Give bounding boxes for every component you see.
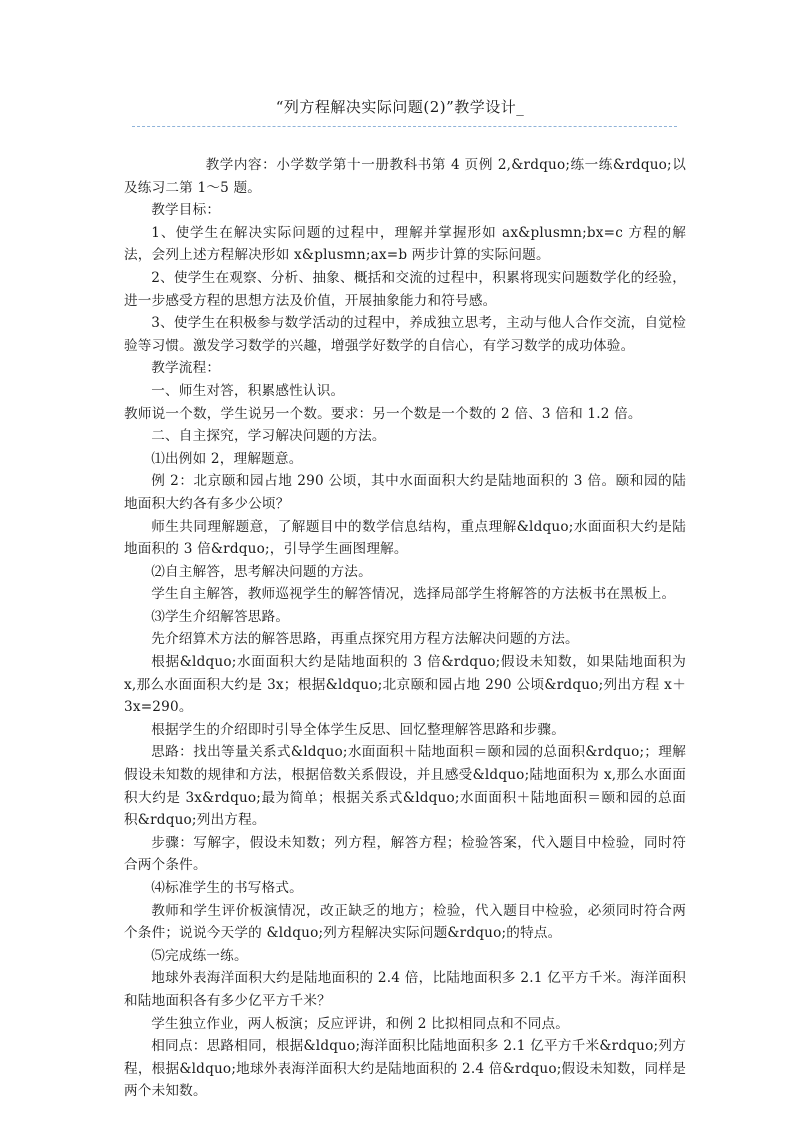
paragraph-objective-1: 1、使学生在解决实际问题的过程中，理解并掌握形如 ax&plusmn;bx=c 方程的解法，会列上述方程解决形如 x&plusmn;ax=b 两步计算的实际问题。	[124, 224, 686, 264]
paragraph-example-2: 例 2：北京颐和园占地 290 公顷，其中水面面积大约是陆地面积的 3 倍。颐和园的陆地面积大约各有多少公顷？	[124, 473, 686, 512]
paragraph-step-5: ⑸完成练一练。	[151, 947, 248, 964]
document-body	[124, 154, 686, 1103]
paragraph-text: 先介绍算术方法的解答思路，再重点探究用方程方法解决问题的方法。	[151, 631, 579, 648]
paragraph-text: 根据&ldquo;水面面积大约是陆地面积的 3 倍&rdquo;假设未知数，如果陆地面积为 x,那么水面面积大约是 3x；根据&ldquo;北京颐和园占地 290 公顷&rdquo;列出方程 x＋3x=290。	[124, 654, 686, 716]
paragraph-section-1: 一、师生对答，积累感性认识。	[151, 382, 345, 399]
paragraph-process-heading: 教学流程：	[151, 360, 221, 377]
paragraph-objective-2: 2、使学生在观察、分析、抽象、概括和交流的过程中，积累将现实问题数学化的经验，进一步感受方程的思想方法及价值，开展抽象能力和符号感。	[124, 269, 686, 309]
paragraph-similarities: 相同点：思路相同，根据&ldquo;海洋面积比陆地面积多 2.1 亿平方千米&rdquo;列方程，根据&ldquo;地球外表海洋面积大约是陆地面积的 2.4 倍&rdquo;假设未知数，同样是两个未知数。	[124, 1038, 686, 1100]
paragraph-text: 教师说一个数，学生说另一个数。要求：另一个数是一个数的 2 倍、3 倍和 1.2 倍。	[124, 405, 642, 422]
paragraph-step-3: ⑶学生介绍解答思路。	[151, 608, 290, 625]
title-divider	[132, 126, 677, 127]
paragraph-text: 根据学生的介绍即时引导全体学生反思、回忆整理解答思路和步骤。	[151, 721, 565, 738]
paragraph-text: 教师和学生评价板演情况，改正缺乏的地方；检验，代入题目中检验，必须同时符合两个条件；说说今天学的 &ldquo;列方程解决实际问题&rdquo;的特点。	[124, 902, 686, 942]
paragraph-objectives-heading: 教学目标：	[151, 202, 221, 219]
paragraph-step-1: ⑴出例如 2，理解题意。	[151, 450, 303, 467]
paragraph-objective-3: 3、使学生在积极参与数学活动的过程中，养成独立思考，主动与他人合作交流，自觉检验等习惯。激发学习数学的兴趣，增强学好数学的自信心，有学习数学的成功体验。	[124, 315, 686, 354]
paragraph-teaching-content: 教学内容：小学数学第十一册教科书第 4 页例 2,&rdquo;练一练&rdquo;以及练习二第 1～5 题。	[124, 157, 686, 196]
paragraph-step-2: ⑵自主解答，思考解决问题的方法。	[151, 563, 372, 580]
document-title: “列方程解决实际问题(2)”教学设计_	[275, 98, 525, 116]
paragraph-text: 师生共同理解题意，了解题目中的数学信息结构，重点理解&ldquo;水面面积大约是陆地面积的 3 倍&rdquo;，引导学生画图理解。	[124, 518, 686, 558]
paragraph-text: 学生独立作业，两人板演；反应评讲，和例 2 比拟相同点和不同点。	[151, 1015, 570, 1032]
paragraph-section-2: 二、自主探究，学习解决问题的方法。	[151, 428, 386, 445]
paragraph-steps: 步骤：写解字，假设未知数；列方程，解答方程；检验答案，代入题目中检验，同时符合两个条件。	[124, 834, 686, 874]
paragraph-text: 学生自主解答，教师巡视学生的解答情况，选择局部学生将解答的方法板书在黑板上。	[151, 586, 676, 603]
paragraph-exercise: 地球外表海洋面积大约是陆地面积的 2.4 倍，比陆地面积多 2.1 亿平方千米。海洋面积和陆地面积各有多少亿平方千米？	[124, 970, 686, 1009]
paragraph-thinking: 思路：找出等量关系式&ldquo;水面面积＋陆地面积＝颐和园的总面积&rdquo;；理解假设未知数的规律和方法，根据倍数关系假设，并且感受&ldquo;陆地面积为 x,那么水面面积大约是 3x&rdquo;最为简单；根据关系式&ldquo;水面面积＋陆地面积＝颐和园的总面积&rdquo;列出方程。	[124, 744, 686, 829]
paragraph-step-4: ⑷标准学生的书写格式。	[151, 880, 303, 896]
